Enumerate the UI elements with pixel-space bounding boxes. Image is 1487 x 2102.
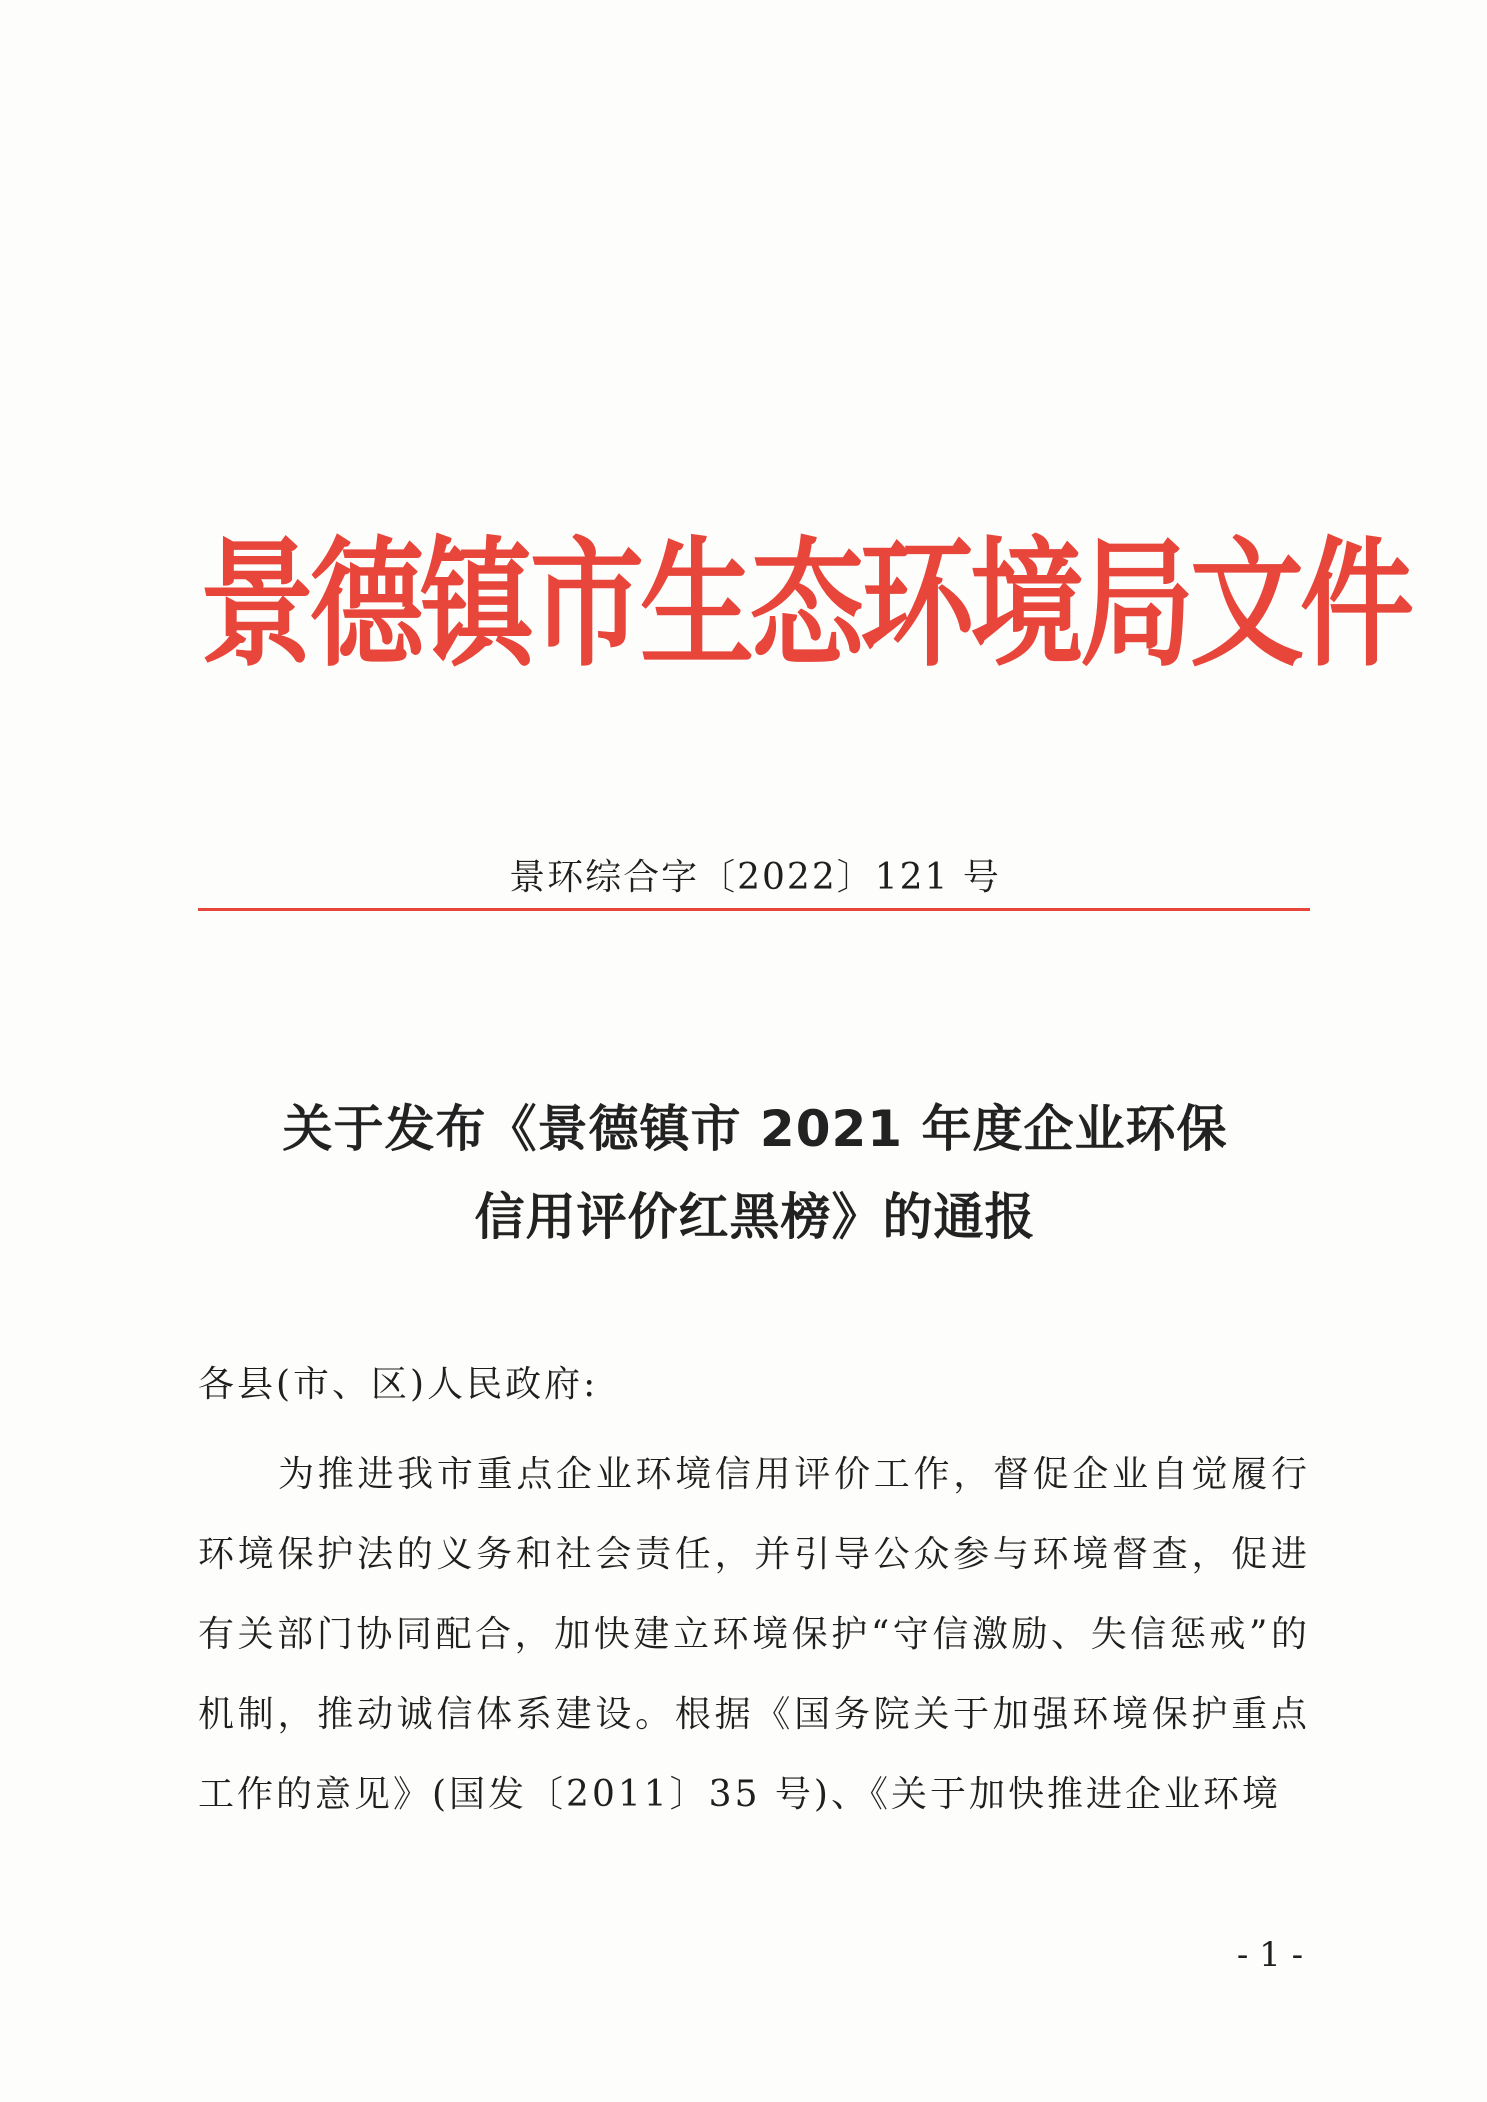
issuer-masthead: 景德镇市生态环境局文件 <box>200 523 1411 686</box>
page-number: - 1 - <box>1236 1935 1304 1975</box>
document-title-line-2: 信用评价红黑榜》的通报 <box>474 1188 1036 1246</box>
salutation: 各县(市、区)人民政府: <box>198 1364 599 1405</box>
document-number: 景环综合字〔2022〕121 号 <box>509 857 1001 898</box>
body-paragraph: 为推进我市重点企业环境信用评价工作，督促企业自觉履行环境保护法的义务和社会责任，并引导公众参与环境督查，促进有关部门协同配合，加快建立环境保护“守信激励、失信惩戒”的机制，推动诚信体系建设。根据《国务院关于加强环境保护重点工作的意见》(国发〔2011〕35 号)、《关于加快推进企业环境 <box>198 1454 1310 1815</box>
document-title-line-1: 关于发布《景德镇市 2021 年度企业环保 <box>282 1100 1228 1158</box>
document-title <box>200 1085 1310 1261</box>
red-divider-line <box>198 908 1310 911</box>
